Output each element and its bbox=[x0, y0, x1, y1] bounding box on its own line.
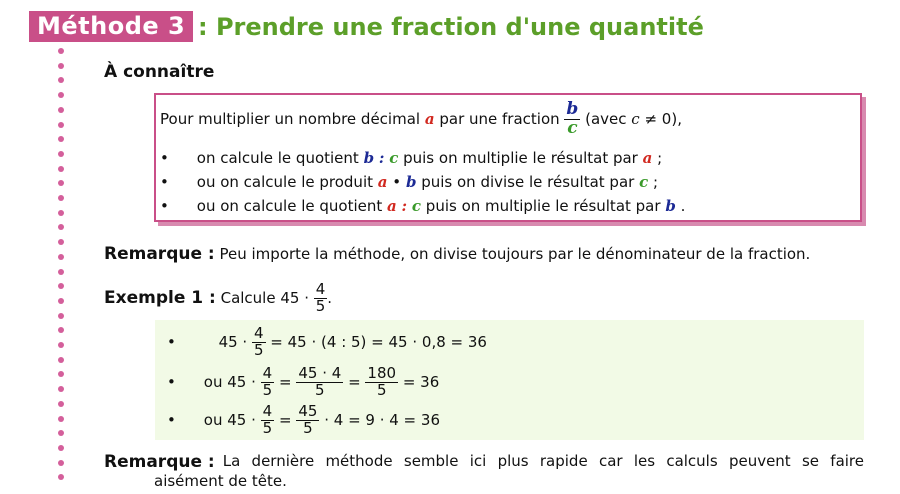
equals: = bbox=[278, 410, 292, 429]
margin-dot bbox=[58, 445, 64, 451]
margin-dot bbox=[58, 371, 64, 377]
frac-den: 5 bbox=[315, 296, 326, 315]
margin-dot bbox=[58, 195, 64, 201]
margin-dot bbox=[58, 474, 64, 480]
margin-dot bbox=[58, 357, 64, 363]
fraction-b-over-c bbox=[564, 101, 580, 138]
equals: = bbox=[348, 372, 361, 391]
rule-text: par une fraction bbox=[439, 109, 560, 128]
margin-dot bbox=[58, 107, 64, 113]
operator: : bbox=[378, 149, 385, 167]
margin-dot bbox=[58, 92, 64, 98]
rule-item-1 bbox=[160, 149, 662, 167]
remark-text-continued: aisément de tête. bbox=[154, 472, 287, 490]
margin-dot bbox=[58, 180, 64, 186]
calc-fraction bbox=[296, 404, 319, 437]
margin-dot bbox=[58, 63, 64, 69]
rule-text: on calcule le quotient bbox=[196, 149, 359, 167]
margin-dot bbox=[58, 151, 64, 157]
frac-den: 5 bbox=[262, 380, 273, 399]
rule-item-2 bbox=[160, 173, 658, 191]
var-b: b bbox=[363, 149, 375, 167]
calc-lead: ou bbox=[203, 410, 223, 429]
calc-row-3 bbox=[167, 404, 440, 437]
var-a: a bbox=[377, 173, 388, 191]
operator: • bbox=[392, 173, 402, 191]
margin-dot bbox=[58, 430, 64, 436]
rule-text: ou on calcule le produit bbox=[196, 173, 373, 191]
page-title: : Prendre une fraction d'une quantité bbox=[198, 13, 704, 41]
var-b: b bbox=[405, 173, 417, 191]
bullet: • bbox=[160, 197, 169, 215]
calc-row-2 bbox=[167, 366, 439, 399]
rule-text: (avec bbox=[585, 109, 627, 128]
var-a: a bbox=[387, 197, 397, 215]
bullet: • bbox=[160, 173, 169, 191]
margin-dot bbox=[58, 136, 64, 142]
dotted-margin bbox=[58, 48, 66, 488]
calc-result: = 36 bbox=[402, 372, 440, 391]
frac-num: 4 bbox=[262, 402, 273, 420]
remark-2 bbox=[104, 452, 864, 490]
bullet: • bbox=[167, 410, 176, 429]
frac-den: 5 bbox=[262, 418, 273, 437]
example-fraction bbox=[314, 282, 328, 315]
margin-dot bbox=[58, 77, 64, 83]
frac-num: 45 · 4 bbox=[298, 364, 342, 382]
remark-text: Peu importe la méthode, on divise toujours par le dénominateur de la fraction. bbox=[219, 245, 811, 263]
calc-lead: ou bbox=[203, 372, 223, 391]
remark-1 bbox=[104, 244, 810, 264]
remark-2-line-1 bbox=[104, 452, 864, 472]
margin-dot bbox=[58, 224, 64, 230]
rule-text: ou on calcule le quotient bbox=[196, 197, 383, 215]
frac-den: 5 bbox=[303, 418, 313, 437]
margin-dot bbox=[58, 401, 64, 407]
margin-dot bbox=[58, 342, 64, 348]
var-c: c bbox=[411, 197, 422, 215]
rule-text: Pour multiplier un nombre décimal bbox=[160, 109, 421, 128]
margin-dot bbox=[58, 283, 64, 289]
frac-num: 45 bbox=[298, 402, 318, 420]
frac-num: 4 bbox=[262, 364, 273, 382]
margin-dot bbox=[58, 327, 64, 333]
punct: ; bbox=[657, 149, 663, 167]
margin-dot bbox=[58, 298, 64, 304]
punct: . bbox=[680, 197, 686, 215]
var-c: c bbox=[639, 173, 649, 191]
calc-row-1 bbox=[167, 326, 487, 359]
operator: : bbox=[401, 197, 408, 215]
calc-result: · 4 = 9 · 4 = 36 bbox=[324, 410, 440, 429]
remark-label: Remarque : bbox=[104, 244, 215, 264]
calc-term: 45 · bbox=[227, 372, 256, 391]
bullet: • bbox=[167, 332, 176, 351]
punct: ; bbox=[653, 173, 659, 191]
rule-text: puis on multiplie le résultat par bbox=[425, 197, 661, 215]
margin-dot bbox=[58, 166, 64, 172]
calc-term: 45 · bbox=[227, 410, 256, 429]
calc-fraction bbox=[296, 366, 343, 399]
margin-dot bbox=[58, 460, 64, 466]
calc-fraction bbox=[365, 366, 398, 399]
margin-dot bbox=[58, 386, 64, 392]
margin-dot bbox=[58, 269, 64, 275]
example-1 bbox=[104, 282, 332, 315]
frac-num: 4 bbox=[315, 280, 326, 298]
var-c: c bbox=[389, 149, 399, 167]
rule-intro bbox=[160, 101, 682, 138]
calc-fraction bbox=[261, 366, 275, 399]
remark-label: Remarque : bbox=[104, 452, 215, 472]
example-text: Calcule 45 · bbox=[220, 288, 309, 307]
var-a: a bbox=[642, 149, 653, 167]
method-badge: Méthode 3 bbox=[29, 11, 193, 42]
margin-dot bbox=[58, 254, 64, 260]
frac-den: c bbox=[567, 117, 578, 138]
calc-term: 45 · bbox=[218, 332, 248, 351]
margin-dot bbox=[58, 239, 64, 245]
calc-result: = 45 · (4 : 5) = 45 · 0,8 = 36 bbox=[270, 332, 487, 351]
frac-den: 5 bbox=[253, 340, 264, 359]
calc-fraction bbox=[252, 326, 266, 359]
rule-text: puis on divise le résultat par bbox=[421, 173, 635, 191]
var-a: a bbox=[424, 109, 435, 128]
margin-dot bbox=[58, 122, 64, 128]
calc-fraction bbox=[261, 404, 275, 437]
frac-den: 5 bbox=[315, 380, 325, 399]
rule-box bbox=[154, 93, 862, 222]
equals: = bbox=[278, 372, 292, 391]
margin-dot bbox=[58, 416, 64, 422]
var-c-plain: c bbox=[631, 109, 640, 128]
margin-dot bbox=[58, 313, 64, 319]
calculation-box bbox=[155, 320, 864, 440]
margin-dot bbox=[58, 48, 64, 54]
example-label: Exemple 1 : bbox=[104, 287, 216, 308]
frac-num: 180 bbox=[367, 364, 397, 382]
bullet: • bbox=[167, 372, 176, 391]
section-heading: À connaître bbox=[104, 62, 215, 82]
frac-num: b bbox=[566, 99, 579, 119]
rule-text: puis on multiplie le résultat par bbox=[403, 149, 638, 167]
punct: . bbox=[327, 288, 333, 307]
margin-dot bbox=[58, 210, 64, 216]
rule-item-3 bbox=[160, 197, 685, 215]
bullet: • bbox=[160, 149, 169, 167]
remark-text: La dernière méthode semble ici plus rapide car les calculs peuvent se faire bbox=[222, 452, 864, 470]
frac-num: 4 bbox=[253, 324, 264, 342]
frac-den: 5 bbox=[376, 380, 387, 399]
var-b: b bbox=[665, 197, 676, 215]
rule-text: ≠ 0), bbox=[644, 109, 682, 128]
